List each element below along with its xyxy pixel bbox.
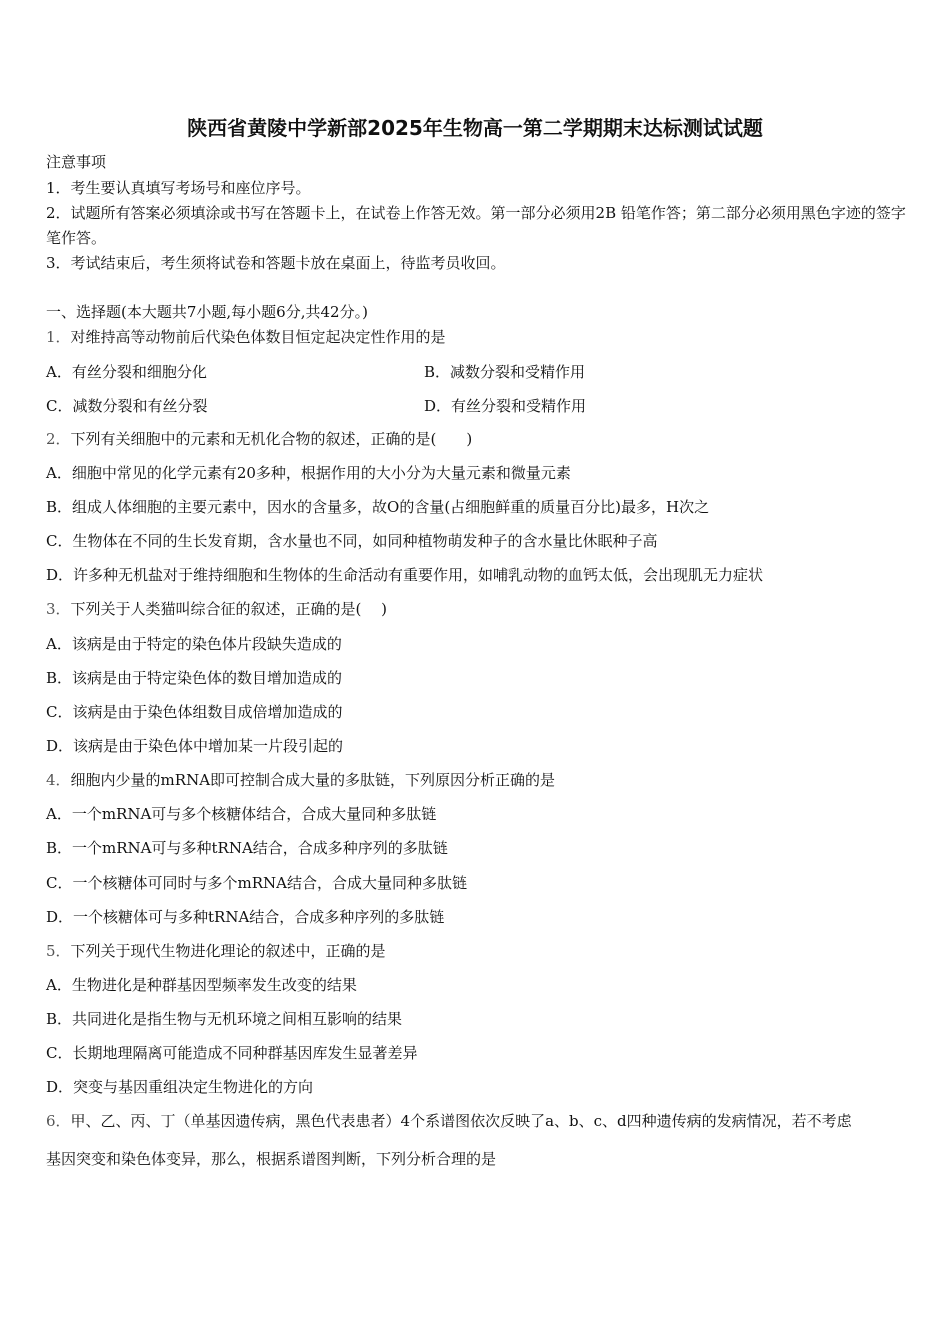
option-b: B．组成人体细胞的主要元素中，因水的含量多，故O的含量(占细胞鲜重的质量百分比)最多，H次之 — [46, 498, 710, 516]
option-b: B．一个mRNA可与多种tRNA结合，合成多种序列的多肽链 — [46, 839, 448, 857]
question-3 — [46, 599, 387, 619]
question-2 — [46, 429, 472, 449]
option-c: C．长期地理隔离可能造成不同种群基因库发生显著差异 — [46, 1044, 418, 1062]
question-stem: 下列关于人类猫叫综合征的叙述，正确的是( ) — [70, 600, 388, 618]
question-number: 6． — [46, 1112, 71, 1130]
option-d: D．一个核糖体可与多种tRNA结合，合成多种序列的多肽链 — [46, 908, 445, 926]
option-d: D．该病是由于染色体中增加某一片段引起的 — [46, 737, 344, 755]
option-a: A．生物进化是种群基因型频率发生改变的结果 — [46, 976, 357, 994]
question-5 — [46, 941, 386, 961]
notice-item-2: 2．试题所有答案必须填涂或书写在答题卡上，在试卷上作答无效。第一部分必须用2B 铅笔作答；第二部分必须用黑色字迹的签字笔作答。 — [46, 204, 906, 247]
page-title: 陕西省黄陵中学新部2025年生物高一第二学期期末达标测试试题 — [187, 116, 763, 140]
option-b: B．减数分裂和受精作用 — [424, 363, 586, 381]
question-number: 2． — [46, 430, 71, 448]
option-a: A．一个mRNA可与多个核糖体结合，合成大量同种多肽链 — [46, 805, 437, 823]
question-number: 1． — [46, 328, 71, 346]
option-a: A．该病是由于特定的染色体片段缺失造成的 — [46, 635, 342, 653]
question-4 — [46, 770, 555, 790]
section-heading: 一、选择题(本大题共7小题,每小题6分,共42分。) — [46, 303, 368, 321]
question-6 — [46, 1111, 852, 1131]
option-d: D．许多种无机盐对于维持细胞和生物体的生命活动有重要作用，如哺乳动物的血钙太低，会出现肌无力症状 — [46, 566, 764, 584]
option-d: D．有丝分裂和受精作用 — [424, 397, 587, 415]
notice-heading: 注意事项 — [46, 153, 107, 171]
question-number: 4． — [46, 771, 71, 789]
option-a: A．细胞中常见的化学元素有20多种，根据作用的大小分为大量元素和微量元素 — [46, 464, 571, 482]
question-1-options-row-1 — [46, 361, 906, 381]
option-d: D．突变与基因重组决定生物进化的方向 — [46, 1078, 314, 1096]
question-1 — [46, 327, 446, 347]
option-b: B．该病是由于特定染色体的数目增加造成的 — [46, 669, 343, 687]
option-a: A．有丝分裂和细胞分化 — [46, 363, 207, 381]
notice-item-3: 3．考试结束后，考生须将试卷和答题卡放在桌面上，待监考员收回。 — [46, 254, 506, 272]
question-stem: 对维持高等动物前后代染色体数目恒定起决定性作用的是 — [70, 328, 446, 346]
question-stem: 细胞内少量的mRNA即可控制合成大量的多肽链，下列原因分析正确的是 — [70, 771, 556, 789]
notice-item-1: 1．考生要认真填写考场号和座位序号。 — [46, 179, 311, 197]
question-stem: 下列关于现代生物进化理论的叙述中，正确的是 — [70, 942, 386, 960]
question-stem-line-1: 甲、乙、丙、丁（单基因遗传病，黑色代表患者）4个系谱图依次反映了a、b、c、d四种遗传病的发病情况，若不考虑 — [70, 1112, 852, 1130]
question-1-options-row-2 — [46, 395, 906, 415]
question-stem: 下列有关细胞中的元素和无机化合物的叙述，正确的是( ) — [70, 430, 473, 448]
option-c: C．减数分裂和有丝分裂 — [46, 397, 208, 415]
option-c: C．该病是由于染色体组数目成倍增加造成的 — [46, 703, 343, 721]
option-c: C．生物体在不同的生长发育期，含水量也不同，如同种植物萌发种子的含水量比休眠种子高 — [46, 532, 658, 550]
option-b: B．共同进化是指生物与无机环境之间相互影响的结果 — [46, 1010, 403, 1028]
question-number: 3． — [46, 600, 71, 618]
question-6-stem-line-2: 基因突变和染色体变异，那么，根据系谱图判断，下列分析合理的是 — [46, 1150, 497, 1168]
question-number: 5． — [46, 942, 71, 960]
option-c: C．一个核糖体可同时与多个mRNA结合，合成大量同种多肽链 — [46, 874, 467, 892]
